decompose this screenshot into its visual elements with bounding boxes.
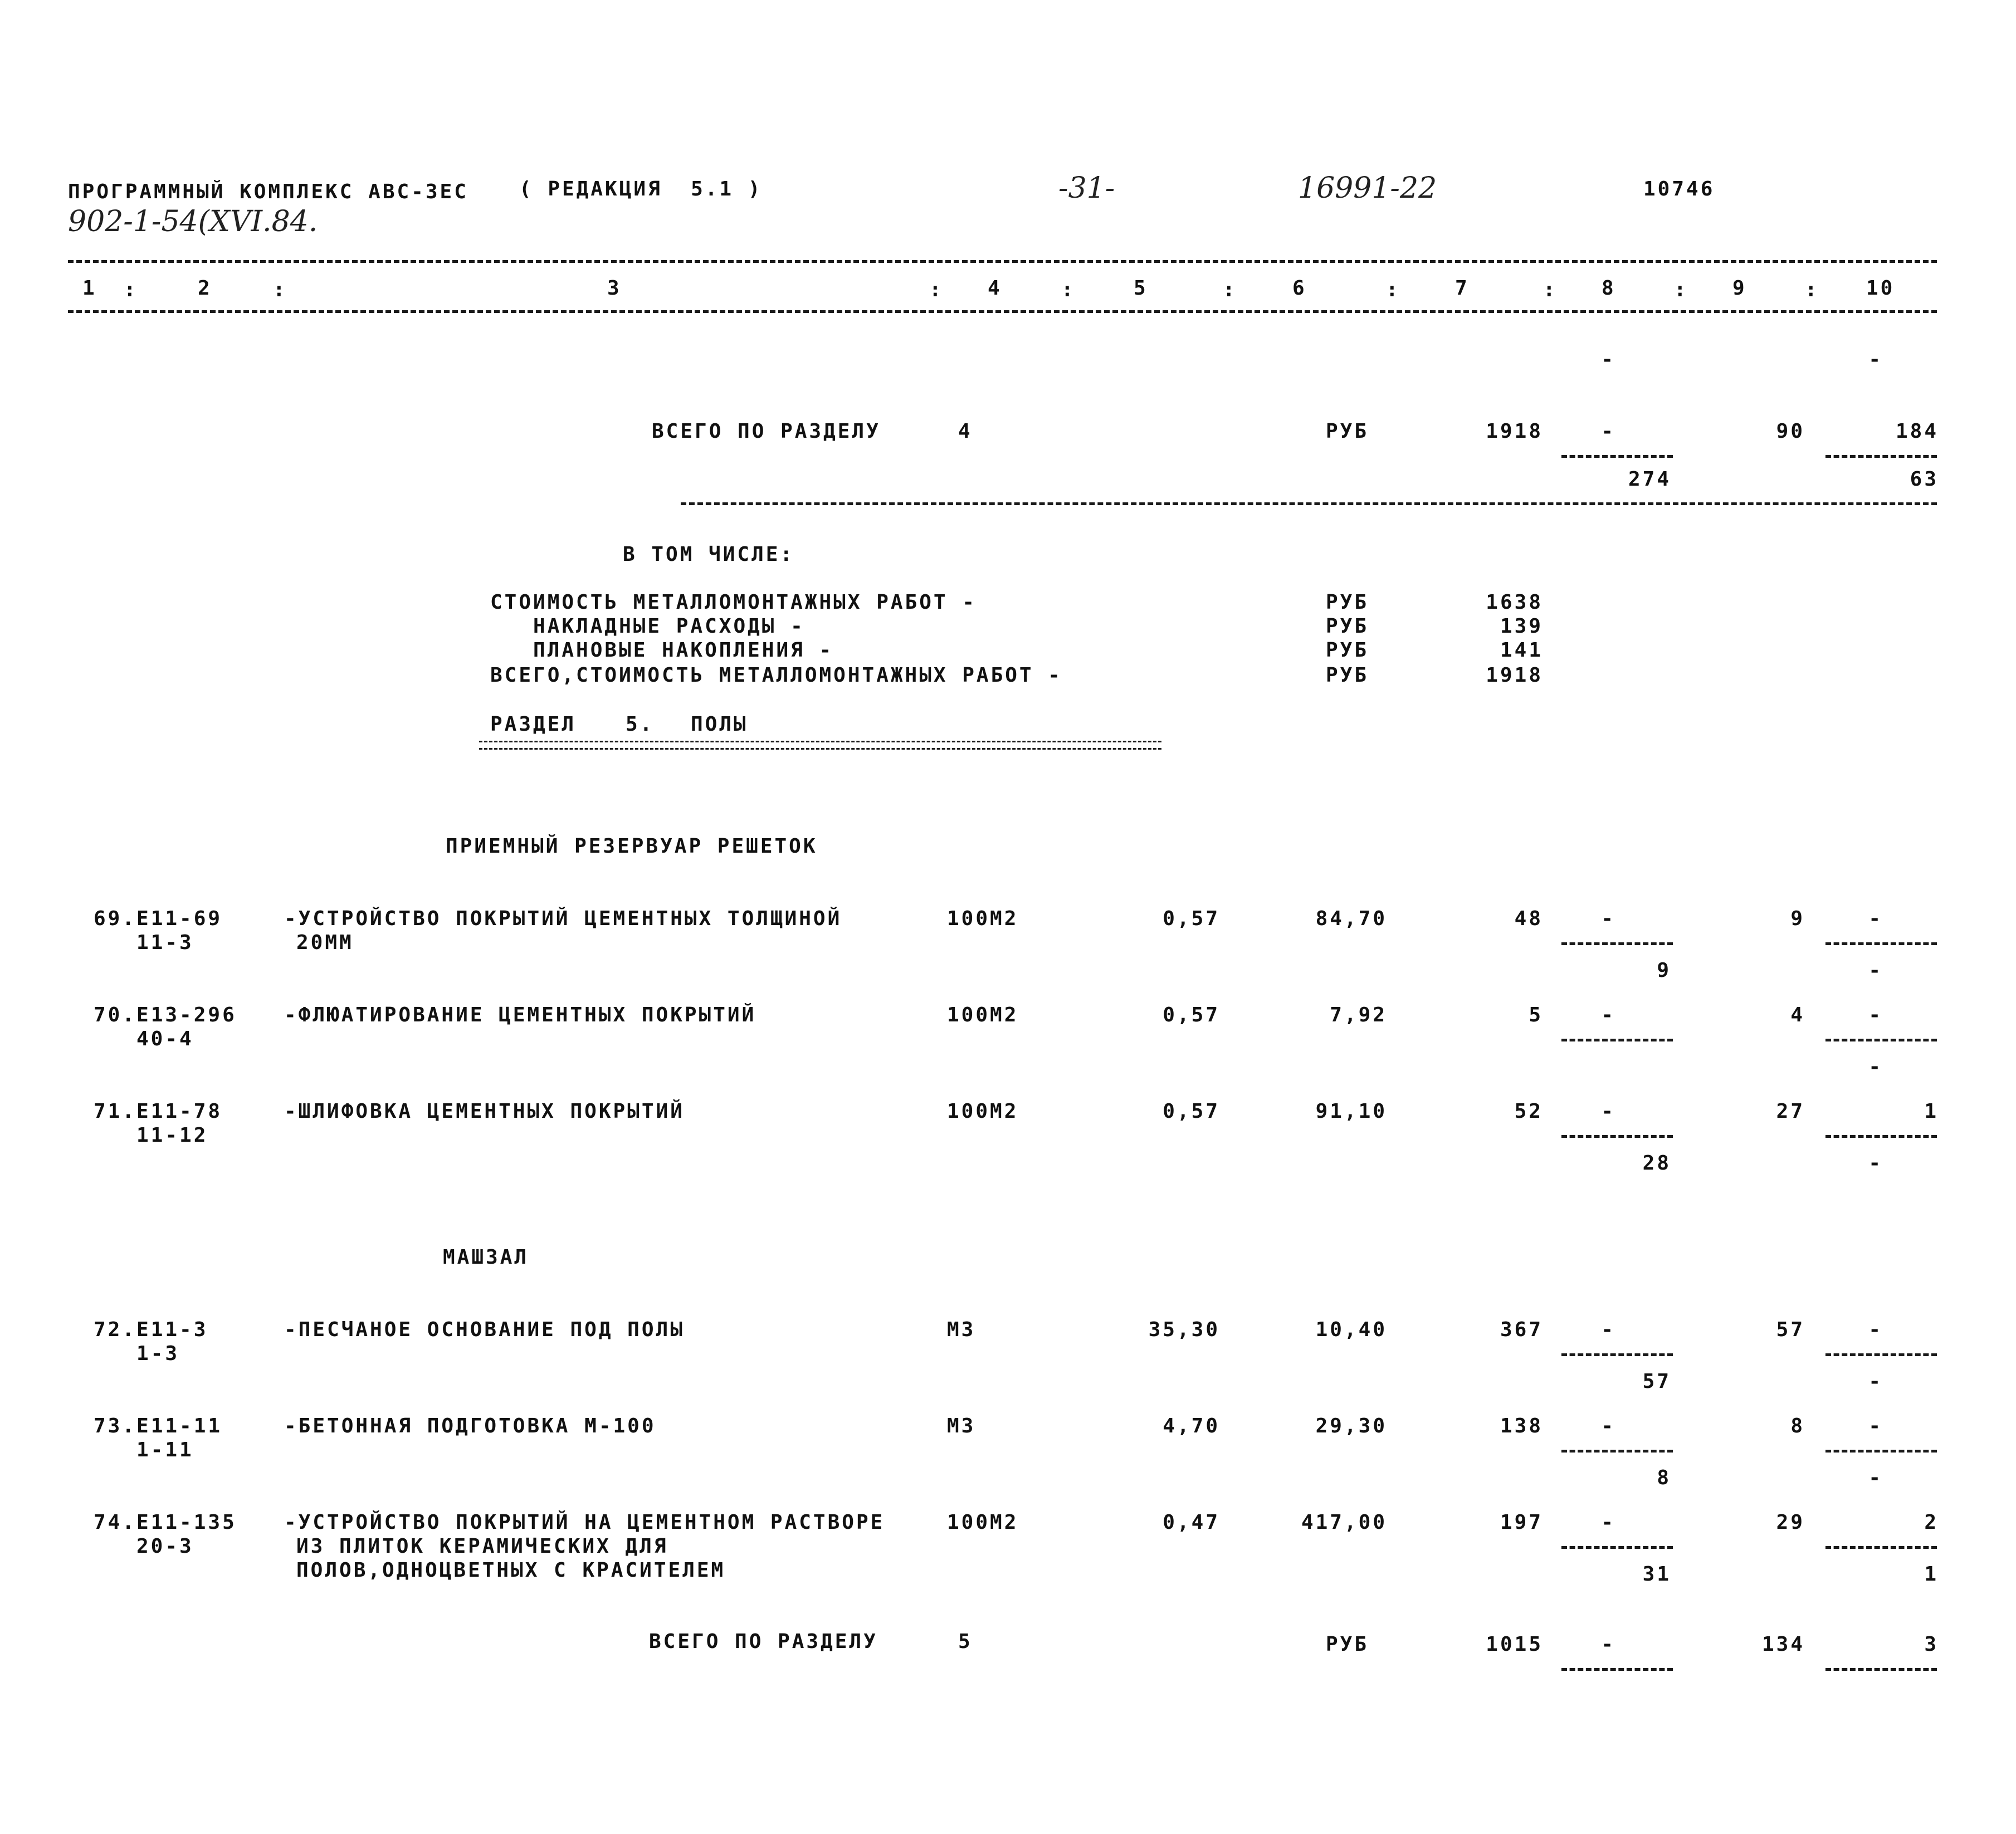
item-c10: - (1868, 1318, 1883, 1341)
header-rule-bottom (68, 310, 1937, 313)
item-quantity: 35,30 (1148, 1318, 1220, 1341)
item-total: 48 (1514, 907, 1543, 930)
item-quantity: 0,47 (1163, 1511, 1220, 1534)
header-rule-top (68, 260, 1937, 263)
item-price: 417,00 (1301, 1511, 1387, 1534)
fraction-bar (1825, 1546, 1937, 1549)
item-c8-sub: 28 (1642, 1152, 1671, 1175)
item-description: -ПЕСЧАНОЕ ОСНОВАНИЕ ПОД ПОЛЫ (284, 1318, 685, 1341)
breakdown-unit: РУБ (1326, 639, 1369, 662)
item-unit: 100М2 (947, 907, 1019, 930)
carry-c8: - (1601, 348, 1615, 371)
item-number: 69.Е11-69 (94, 907, 223, 930)
item-c8-sub: 8 (1657, 1466, 1671, 1489)
document-number: 16991-22 (1298, 172, 1437, 205)
section4-total-label: ВСЕГО ПО РАЗДЕЛУ (652, 420, 881, 443)
fraction-bar (1825, 1353, 1937, 1356)
item-quantity: 0,57 (1163, 907, 1220, 930)
breakdown-unit: РУБ (1326, 615, 1369, 638)
item-ref: 1-11 (136, 1439, 194, 1461)
column-header-9: 9 (1732, 277, 1747, 300)
item-c8-sub: 31 (1642, 1563, 1671, 1586)
section5-total-c8: - (1601, 1633, 1615, 1656)
item-c8-sub: 9 (1657, 959, 1671, 982)
item-ref: 11-12 (136, 1124, 208, 1147)
column-separator: : (1543, 278, 1558, 301)
section5-total-unit: РУБ (1326, 1633, 1369, 1656)
item-total: 138 (1500, 1415, 1543, 1437)
column-separator: : (1805, 278, 1819, 301)
fraction-bar (1825, 455, 1937, 458)
breakdown-unit: РУБ (1326, 664, 1369, 687)
item-total: 367 (1500, 1318, 1543, 1341)
item-price: 29,30 (1315, 1415, 1387, 1437)
project-number: 902-1-54(XVI.84. (68, 205, 318, 238)
fraction-bar (1561, 455, 1673, 458)
fraction-bar (1825, 1668, 1937, 1671)
item-c10: 1 (1924, 1100, 1939, 1123)
item-c10-sub: - (1868, 1370, 1883, 1393)
item-description: -БЕТОННАЯ ПОДГОТОВКА М-100 (284, 1415, 656, 1437)
breakdown-label: СТОИМОСТЬ МЕТАЛЛОМОНТАЖНЫХ РАБОТ - (490, 591, 977, 614)
column-header-2: 2 (198, 277, 212, 300)
item-ref: 1-3 (136, 1342, 180, 1365)
section5-total-c9: 134 (1761, 1633, 1805, 1656)
fraction-bar (1825, 942, 1937, 945)
item-unit: 100М2 (947, 1100, 1019, 1123)
column-separator: : (1674, 278, 1688, 301)
item-description: -УСТРОЙСТВО ПОКРЫТИЙ ЦЕМЕНТНЫХ ТОЛЩИНОЙ (284, 907, 842, 930)
section5-number: 5. (626, 713, 655, 736)
item-quantity: 0,57 (1163, 1004, 1220, 1026)
column-separator: : (124, 278, 138, 301)
breakdown-value: 1638 (1486, 591, 1543, 614)
item-number: 72.Е11-3 (94, 1318, 208, 1341)
item-c8: - (1601, 1318, 1615, 1341)
item-unit: М3 (947, 1318, 976, 1341)
item-description: ПОЛОВ,ОДНОЦВЕТНЫХ С КРАСИТЕЛЕМ (296, 1559, 726, 1582)
section4-total-value: 1918 (1486, 420, 1543, 443)
item-number: 74.Е11-135 (94, 1511, 237, 1534)
item-description: -ШЛИФОВКА ЦЕМЕНТНЫХ ПОКРЫТИЙ (284, 1100, 685, 1123)
section4-total-c10-sub: 63 (1910, 468, 1939, 491)
breakdown-value: 141 (1500, 639, 1543, 662)
breakdown-label: ВСЕГО,СТОИМОСТЬ МЕТАЛЛОМОНТАЖНЫХ РАБОТ - (490, 664, 1062, 687)
item-price: 7,92 (1330, 1004, 1387, 1026)
item-c8: - (1601, 1415, 1615, 1437)
item-total: 197 (1500, 1511, 1543, 1534)
item-description: ИЗ ПЛИТОК КЕРАМИЧЕСКИХ ДЛЯ (296, 1535, 668, 1558)
section4-total-unit: РУБ (1326, 420, 1369, 443)
item-c9: 4 (1790, 1004, 1805, 1026)
item-c10: - (1868, 1004, 1883, 1026)
section5-total-label: ВСЕГО ПО РАЗДЕЛУ (649, 1630, 878, 1653)
item-c10-sub: - (1868, 1152, 1883, 1175)
column-separator: : (929, 278, 944, 301)
fraction-bar (1561, 1353, 1673, 1356)
item-ref: 11-3 (136, 931, 194, 954)
item-c10: - (1868, 907, 1883, 930)
item-ref: 40-4 (136, 1028, 194, 1050)
carry-c10: - (1868, 348, 1883, 371)
item-c9: 27 (1776, 1100, 1805, 1123)
section5-total-c10: 3 (1924, 1633, 1939, 1656)
item-price: 10,40 (1315, 1318, 1387, 1341)
program-name: ПРОГРАММНЫЙ КОМПЛЕКС АВС-3ЕС (68, 180, 468, 203)
item-c10-sub: - (1868, 959, 1883, 982)
item-c10-sub: 1 (1924, 1563, 1939, 1586)
column-header-6: 6 (1292, 277, 1307, 300)
breakdown-label: ПЛАНОВЫЕ НАКОПЛЕНИЯ - (490, 639, 834, 662)
column-separator: : (1223, 278, 1237, 301)
item-number: 70.Е13-296 (94, 1004, 237, 1026)
item-c10-sub: - (1868, 1055, 1883, 1078)
column-separator: : (1061, 278, 1076, 301)
section4-total-c10: 184 (1895, 420, 1939, 443)
section4-total-section: 4 (958, 420, 973, 443)
item-c8: - (1601, 1004, 1615, 1026)
item-description: 20ММ (296, 931, 354, 954)
item-c9: 29 (1776, 1511, 1805, 1534)
group-heading: МАШЗАЛ (443, 1246, 529, 1269)
item-c8: - (1601, 1511, 1615, 1534)
item-c10-sub: - (1868, 1466, 1883, 1489)
item-c9: 57 (1776, 1318, 1805, 1341)
fraction-bar (1561, 1668, 1673, 1671)
archive-code: 10746 (1643, 178, 1715, 200)
edition: ( РЕДАКЦИЯ 5.1 ) (519, 178, 763, 200)
fraction-bar (1561, 942, 1673, 945)
breakdown-heading: В ТОМ ЧИСЛЕ: (623, 543, 795, 566)
column-header-1: 1 (82, 277, 97, 300)
section4-total-c8: - (1601, 420, 1615, 443)
item-unit: 100М2 (947, 1004, 1019, 1026)
group-heading: ПРИЕМНЫЙ РЕЗЕРВУАР РЕШЕТОК (446, 835, 818, 858)
breakdown-value: 1918 (1486, 664, 1543, 687)
fraction-bar (1561, 1450, 1673, 1452)
item-description: -ФЛЮАТИРОВАНИЕ ЦЕМЕНТНЫХ ПОКРЫТИЙ (284, 1004, 756, 1026)
item-c9: 9 (1790, 907, 1805, 930)
column-header-8: 8 (1602, 277, 1616, 300)
column-separator: : (1386, 278, 1400, 301)
item-price: 84,70 (1315, 907, 1387, 930)
fraction-bar (1561, 1039, 1673, 1041)
item-total: 5 (1529, 1004, 1543, 1026)
item-c10: - (1868, 1415, 1883, 1437)
breakdown-value: 139 (1500, 615, 1543, 638)
column-header-7: 7 (1455, 277, 1470, 300)
section4-total-c9: 90 (1776, 420, 1805, 443)
item-price: 91,10 (1315, 1100, 1387, 1123)
item-number: 71.Е11-78 (94, 1100, 223, 1123)
section5-label: РАЗДЕЛ (490, 713, 577, 736)
column-header-10: 10 (1866, 277, 1895, 300)
section5-total-value: 1015 (1486, 1633, 1543, 1656)
column-header-5: 5 (1134, 277, 1148, 300)
fraction-bar (1561, 1546, 1673, 1549)
fraction-bar (1825, 1135, 1937, 1138)
item-number: 73.Е11-11 (94, 1415, 223, 1437)
section4-total-c8-sub: 274 (1628, 468, 1671, 491)
column-header-4: 4 (988, 277, 1002, 300)
item-quantity: 4,70 (1163, 1415, 1220, 1437)
section5-name: ПОЛЫ (691, 713, 748, 736)
page-number: -31- (1058, 172, 1115, 205)
item-c8: - (1601, 1100, 1615, 1123)
item-c9: 8 (1790, 1415, 1805, 1437)
fraction-bar (1561, 1135, 1673, 1138)
item-unit: 100М2 (947, 1511, 1019, 1534)
section5-total-section: 5 (958, 1630, 973, 1653)
item-unit: М3 (947, 1415, 976, 1437)
item-c10: 2 (1924, 1511, 1939, 1534)
item-description: -УСТРОЙСТВО ПОКРЫТИЙ НА ЦЕМЕНТНОМ РАСТВОРЕ (284, 1511, 885, 1534)
column-header-3: 3 (607, 277, 622, 300)
fraction-bar (1825, 1039, 1937, 1041)
section5-underline (479, 741, 1161, 750)
column-separator: : (273, 278, 287, 301)
item-quantity: 0,57 (1163, 1100, 1220, 1123)
item-c8: - (1601, 907, 1615, 930)
section4-total-rule (681, 502, 1937, 505)
item-ref: 20-3 (136, 1535, 194, 1558)
breakdown-label: НАКЛАДНЫЕ РАСХОДЫ - (490, 615, 805, 638)
fraction-bar (1825, 1450, 1937, 1452)
item-total: 52 (1514, 1100, 1543, 1123)
breakdown-unit: РУБ (1326, 591, 1369, 614)
item-c8-sub: 57 (1642, 1370, 1671, 1393)
